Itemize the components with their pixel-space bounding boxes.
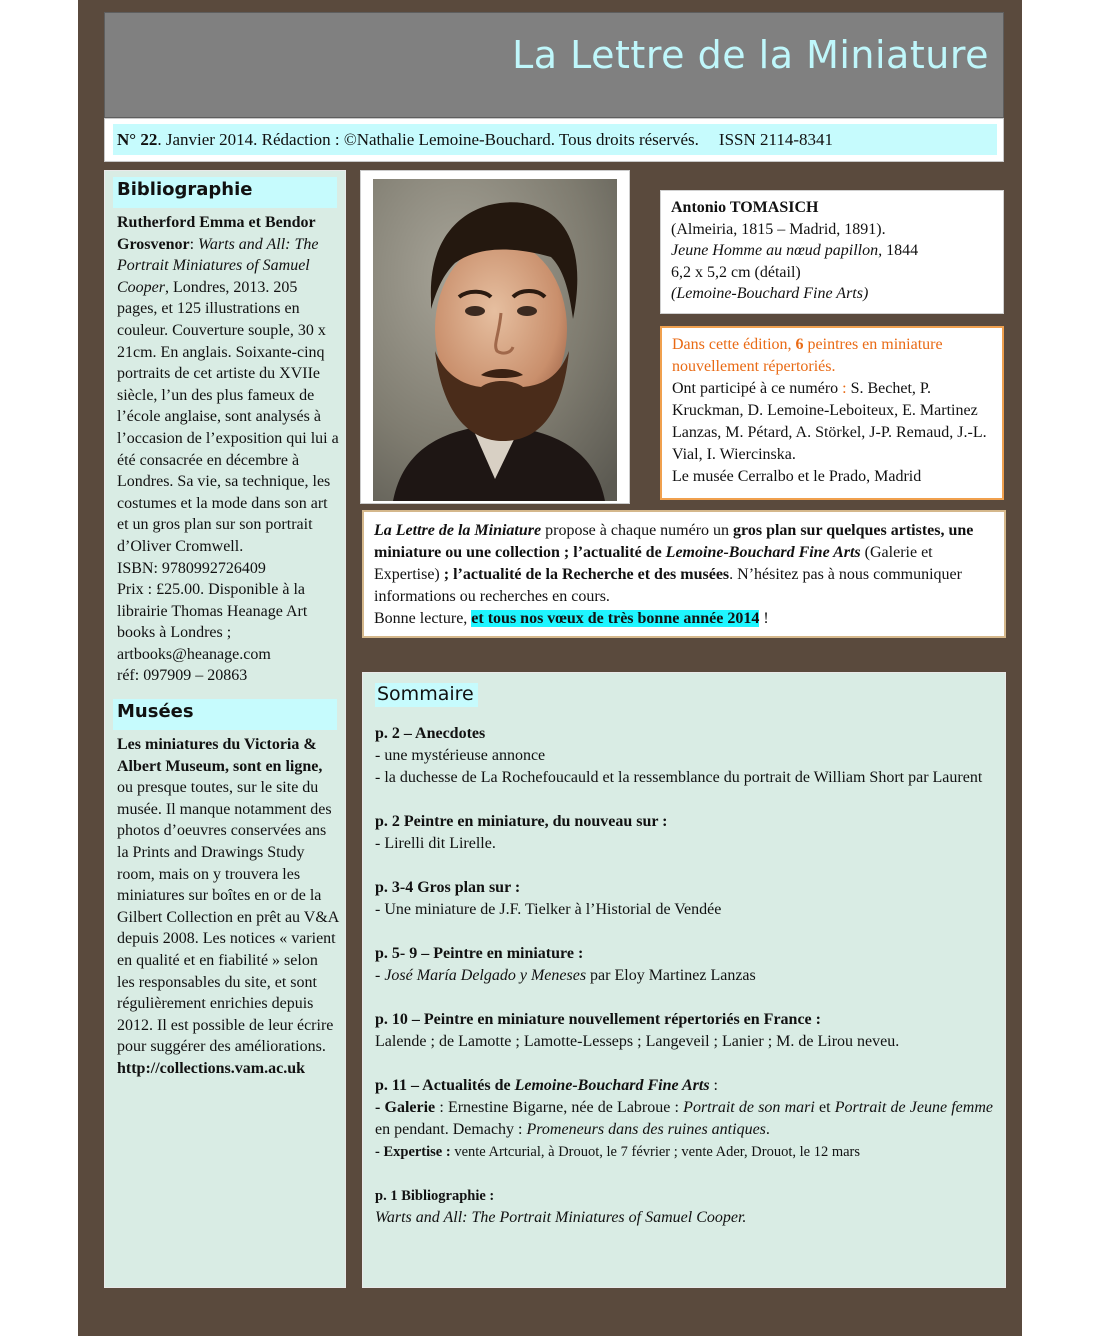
intro-b2: ; l’actualité de la Recherche et des musées (443, 566, 730, 583)
caption-year: 1844 (882, 242, 919, 259)
edition-museums: Le musée Cerralbo et le Prado, Madrid (672, 468, 922, 485)
sommaire-box (362, 672, 1006, 1288)
sommaire-item-title: p. 3-4 Gros plan sur : (375, 879, 521, 896)
vam-link[interactable]: http://collections.vam.ac.uk (117, 1059, 305, 1077)
sommaire-line: Warts and All: The Portrait Miniatures of Samuel Cooper. (375, 1209, 747, 1226)
edition-box (660, 326, 1004, 500)
sommaire-item (375, 811, 993, 855)
intro-lettre: La Lettre de la Miniature (374, 522, 542, 539)
edition-count: 6 (795, 336, 804, 353)
sommaire-heading: Sommaire (375, 683, 478, 707)
issue-text: . Janvier 2014. Rédaction : ©Nathalie Lemoine-Bouchard. Tous droits réservés. (157, 130, 699, 149)
musees-heading: Musées (113, 699, 337, 730)
sommaire-line: - Une miniature de J.F. Tielker à l’Historial de Vendée (375, 901, 722, 918)
sommaire-item (375, 877, 993, 921)
intro-t1: propose à chaque numéro un (541, 522, 734, 539)
edition-text-a: Dans cette édition, (672, 336, 796, 353)
title-part: : (709, 1077, 718, 1094)
bibliographie-body (105, 208, 345, 687)
galerie-work: Portrait de Jeune femme (834, 1099, 993, 1116)
intro-highlight: et tous nos vœux de très bonne année 2014 (471, 610, 760, 627)
title-part: p. 11 – Actualités de (375, 1077, 515, 1094)
sommaire-item-title: p. 5- 9 – Peintre en miniature : (375, 945, 584, 962)
galerie-work: Promeneurs dans des ruines antiques (526, 1121, 766, 1138)
caption-dates: (Almeiria, 1815 – Madrid, 1891). (671, 220, 886, 238)
sommaire-item (375, 1009, 993, 1053)
intro-t2: (Galerie et Expertise) (374, 544, 933, 583)
musees-body (105, 730, 345, 1080)
intro-t3: . N’hésitez pas à nous communiquer informations ou recherches en cours. (374, 566, 962, 605)
newsletter-page (78, 0, 1022, 1336)
sommaire-item (375, 1075, 993, 1163)
intro-t5: ! (759, 610, 769, 627)
musees-lead: Les miniatures du Victoria & Albert Museum, sont en ligne, (117, 736, 323, 775)
portrait-caption (660, 190, 1004, 314)
participants-label: Ont participé à ce numéro (672, 380, 839, 397)
sommaire-artist-name: José María Delgado y Meneses (384, 967, 587, 984)
galerie-work: Portrait de son mari (683, 1099, 815, 1116)
book-title: Warts and All: The Portrait Miniatures of Samuel Cooper (117, 235, 319, 296)
intro-box (362, 510, 1006, 638)
sommaire-line: par Eloy Martinez Lanzas (586, 967, 756, 984)
sommaire-item-title (375, 1077, 710, 1094)
galerie-text: et (814, 1099, 835, 1116)
caption-collection: (Lemoine-Bouchard Fine Arts) (671, 285, 869, 302)
issue-bar (104, 118, 1004, 162)
sommaire-dash: - (375, 967, 385, 984)
caption-artist: Antonio TOMASICH (671, 199, 819, 216)
left-column (104, 170, 346, 1288)
intro-b1: gros plan sur quelques artistes, une miniature ou une collection ; l’actualité de (374, 522, 974, 561)
issn: ISSN 2114-8341 (718, 130, 834, 149)
book-details: , Londres, 2013. 205 pages, et 125 illustrations en couleur. Couverture souple, 30 x 21cm. En anglais. Soixante-cinq portraits de cet artiste du XVIIe siècle, l’un des plus fameux de l’école anglaise, sont analysés à l’occasion de l’exposition qui lui a été consacrée en décembre à Londres. Sa vie, sa technique, les costumes et la mode dans son art et un gros plan sur son portrait d’Oliver Cromwell. (117, 278, 339, 555)
galerie-label: - Galerie (375, 1099, 436, 1116)
sommaire-item-title: p. 2 Peintre en miniature, du nouveau sur : (375, 813, 668, 830)
sommaire-line: Lalende ; de Lamotte ; Lamotte-Lesseps ; Langeveil ; Lanier ; M. de Lirou neveu. (375, 1033, 900, 1050)
portrait-illustration (373, 179, 617, 501)
sommaire-item-title: p. 10 – Peintre en miniature nouvellement répertoriés en France : (375, 1011, 821, 1028)
book-authors: Rutherford Emma et Bendor Grosvenor (117, 214, 316, 253)
title-part: Lemoine-Bouchard Fine Arts (514, 1077, 710, 1094)
intro-lb: Lemoine-Bouchard Fine Arts (665, 544, 861, 561)
galerie-text: en pendant. Demachy : (375, 1121, 527, 1138)
colon: : (189, 235, 199, 253)
masthead (104, 12, 1004, 118)
edition-text-b: peintres en miniature nouvellement répertoriés. (672, 336, 943, 375)
sommaire-expertise (375, 1144, 860, 1160)
bibliographie-heading: Bibliographie (113, 177, 337, 208)
galerie-text: : Ernestine Bigarne, née de Labroue : (435, 1099, 684, 1116)
sommaire-galerie (375, 1097, 993, 1141)
sommaire-item-title: p. 1 Bibliographie : (375, 1188, 495, 1204)
participants-list: S. Bechet, P. Kruckman, D. Lemoine-Leboiteux, E. Martinez Lanzas, M. Pétard, A. Störkel, J-P. Remaud, J.-L. Vial, I. Wiercinska. (672, 380, 987, 463)
musees-text: ou presque toutes, sur le site du musée. Il manque notamment des photos d’oeuvres conservées ans la Prints and Drawings Study room, mais on y trouvera les miniatures sur boîtes en or de la Gilbert Collection en prêt au V&A depuis 2008. Les notices « varient en qualité et en fiabilité » selon les responsables du site, et sont régulièrement enrichies depuis 2012. Il est possible de leur écrire pour suggérer des améliorations. (117, 779, 339, 1056)
sommaire-item (375, 723, 993, 789)
portrait-frame (360, 170, 630, 504)
portrait-miniature-image (373, 179, 617, 501)
participants-colon: : (838, 380, 851, 397)
sommaire-line: - Lirelli dit Lirelle. (375, 835, 496, 852)
book-isbn: ISBN: 9780992726409 (117, 559, 266, 577)
sommaire-item (375, 943, 993, 987)
intro-t4: Bonne lecture, (374, 610, 472, 627)
expertise-text: vente Artcurial, à Drouot, le 7 février ; vente Ader, Drouot, le 12 mars (450, 1144, 861, 1160)
bookshop-email[interactable]: artbooks@heanage.com (117, 645, 271, 663)
sommaire-line: - une mystérieuse annonce (375, 747, 546, 764)
sommaire-item (375, 1185, 993, 1229)
galerie-text: . (765, 1121, 770, 1138)
issue-info (113, 124, 997, 155)
caption-work: Jeune Homme au nœud papillon, (671, 242, 883, 259)
sommaire-line: - la duchesse de La Rochefoucauld et la ressemblance du portrait de William Short par Laurent (375, 769, 983, 786)
book-ref: réf: 097909 – 20863 (117, 667, 248, 685)
sommaire-item-title: p. 2 – Anecdotes (375, 725, 486, 742)
issue-number: N° 22 (117, 130, 158, 149)
newsletter-title: La Lettre de la Miniature (512, 33, 989, 77)
expertise-label: - Expertise : (375, 1144, 451, 1160)
book-price: Prix : £25.00. Disponible à la librairie Thomas Heanage Art books à Londres ; (117, 581, 308, 642)
caption-size: 6,2 x 5,2 cm (détail) (671, 263, 801, 281)
